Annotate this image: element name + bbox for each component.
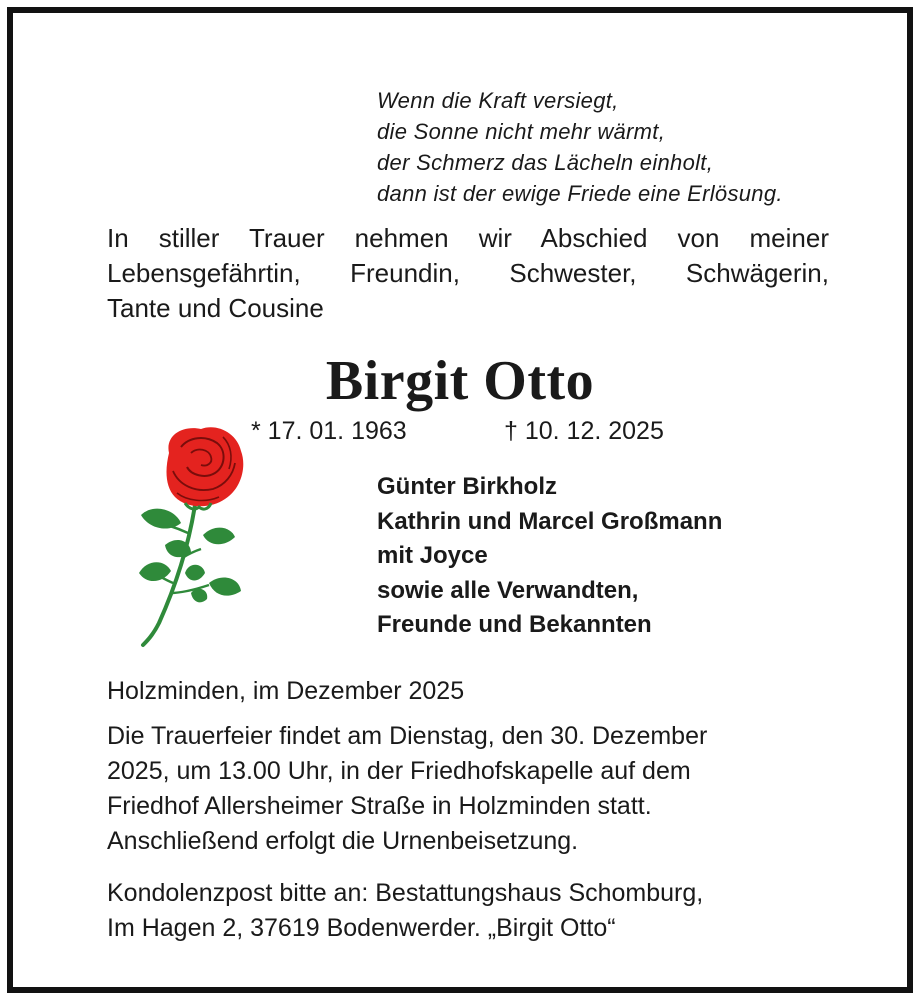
ceremony-line: 2025, um 13.00 Uhr, in der Friedhofskapelle auf dem	[107, 757, 691, 785]
poem	[377, 85, 783, 209]
poem-line: die Sonne nicht mehr wärmt,	[377, 119, 666, 144]
ceremony-line: Friedhof Allersheimer Straße in Holzminden statt.	[107, 792, 652, 820]
mourner-line: Kathrin und Marcel Großmann	[377, 507, 723, 535]
deceased-name: Birgit Otto	[325, 350, 595, 412]
place-date: Holzminden, im Dezember 2025	[107, 677, 465, 705]
poem-line: Wenn die Kraft versiegt,	[377, 88, 619, 113]
birth-date: * 17. 01. 1963	[251, 417, 407, 445]
mourner-line: sowie alle Verwandten,	[377, 576, 639, 604]
condolence-line: Kondolenzpost bitte an: Bestattungshaus Schomburg,	[107, 879, 704, 907]
obituary-content	[21, 21, 899, 979]
intro-line: Lebensgefährtin, Freundin, Schwester, Schwägerin,	[107, 258, 829, 288]
obituary-frame	[7, 7, 913, 993]
ceremony-line: Die Trauerfeier findet am Dienstag, den 30. Dezember	[107, 722, 708, 750]
mourners-list	[377, 470, 722, 643]
mourner-line: Günter Birkholz	[377, 473, 558, 500]
intro-line: Tante und Cousine	[107, 293, 324, 323]
death-date: † 10. 12. 2025	[504, 417, 664, 445]
poem-line: der Schmerz das Lächeln einholt,	[377, 150, 714, 175]
condolence-line: Im Hagen 2, 37619 Bodenwerder. „Birgit Otto“	[107, 914, 616, 942]
ceremony-line: Anschließend erfolgt die Urnenbeisetzung.	[107, 827, 579, 855]
mourner-line: Freunde und Bekannten	[377, 611, 652, 638]
rose-icon	[125, 423, 245, 648]
poem-line: dann ist der ewige Friede eine Erlösung.	[377, 181, 783, 206]
mourner-line: mit Joyce	[377, 542, 488, 569]
ceremony-info	[107, 719, 707, 859]
intro-text	[107, 221, 829, 326]
condolence-info	[107, 876, 703, 946]
intro-line: In stiller Trauer nehmen wir Abschied von meiner	[107, 223, 829, 253]
